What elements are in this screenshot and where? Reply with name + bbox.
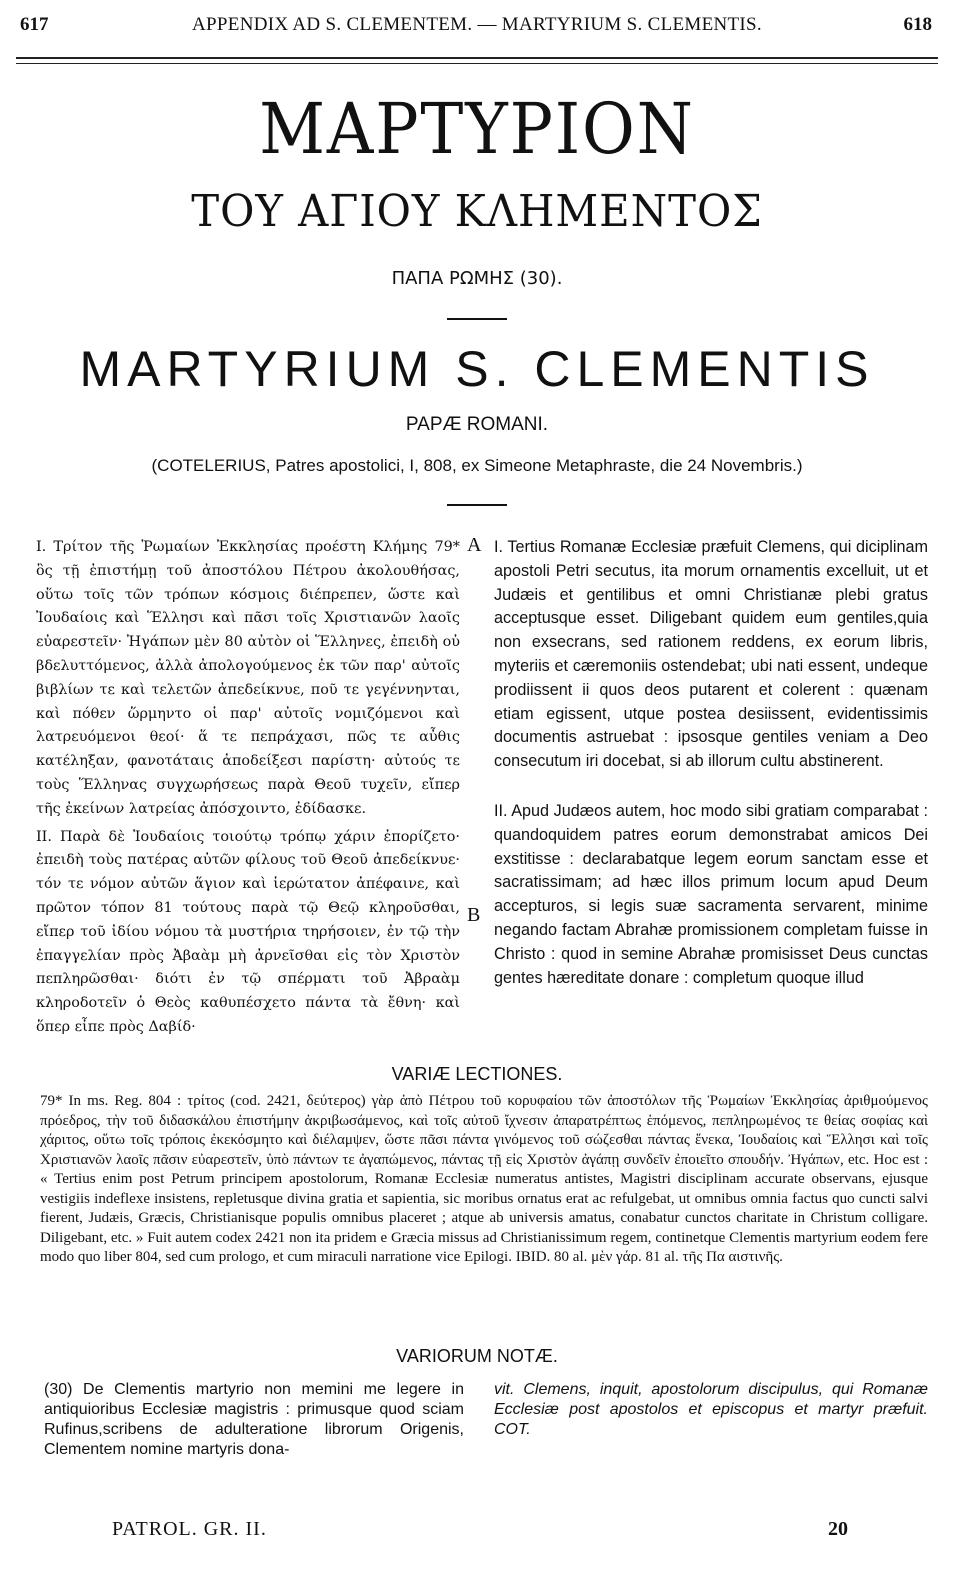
variae-heading: VARIÆ LECTIONES. xyxy=(391,1064,563,1084)
variorum-left-column: (30) De Clementis martyrio non memini me legere in antiquioribus Ecclesiæ magistris : primusque quod sciam Rufinus,scribens de adulteratione librorum Origenis, Clementem nomine martyris dona- xyxy=(44,1381,464,1458)
greek-subtitle: ΤΟΥ ΑΓΙΟΥ ΚΛΗΜΕΝΤΟΣ xyxy=(191,186,763,237)
variae-paragraph: 79* In ms. Reg. 804 : τρίτος (cod. 2421, δεύτερος) γὰρ ἀπὸ Πέτρου τοῦ κορυφαίου τῶν ἀποστόλων τῆς Ῥωμαίων Ἐκκλησίας ἀριθμούμενος πρόεδρος, τὴν τοῦ διδασκάλου ἐπιστήμην ἀκριβωσάμενος, καὶ τοῖς αὐτοῦ ἴχνεσιν ἀπαρατρέπτως ἑπόμενος, πεπληρωμένος τε θείας σοφίας καὶ χάριτος, οὕτω τοῖς τρόποις ἐκεκόσμητο καὶ διέλαμψεν, ὥστε πᾶσι πάντα γινόμενος τοῦ σώζεσθαι πάντας ἕνεκα, Ἰουδαίοις καὶ Ἕλλησι καὶ τοῖς Χριστιανῶν λαοῖς πᾶσιν εὐαρεστεῖν, ὑπὸ πάντων τε ἀγαπώμενος, πάντας τῇ εἰς Χριστὸν ἀγάπῃ συνδεῖν ἐποιεῖτο σπουδήν. Ἠγάπων, etc. Hoc est : « Tertius enim post Petrum principem apostolorum, Romanæ Ecclesiæ numeratus antistes, Magistri disciplinam accurate observans, ejusque vestigiis indeflexe insistens, repletusque divina gratia et sapientia, sic moribus ornatus erat ac refulgebat, ut omnibus omnia factus quo cuncti salvi fierent, Judæis, Græcis, Christianisque populis omnibus placeret ; atque ab universis amatus, conabatur cunctos charitate in Christum colligare. Diligebant, etc. » Fuit autem codex 2421 non ita pridem e Græcia missus ad Christianissimum regem, continetque Clementis martyrium eodem fere modo quo liber 804, sed cum prologo, et cum miraculi narratione vice Epilogi. IBID. 80 al. μὲν γάρ. 81 al. τῆς Πα αιστινῆς. xyxy=(40,1093,928,1265)
margin-marker-a: A xyxy=(467,534,482,556)
latin-subtitle: PAPÆ ROMANI. xyxy=(405,414,549,435)
margin-marker-b: B xyxy=(467,904,481,926)
greek-title: ΜΑΡΤΥΡΙΟΝ xyxy=(259,88,695,170)
latin-paragraph-2: II. Apud Judæos autem, hoc modo sibi gratiam comparabat : quandoquidem patres eorum demonstrabat amicos Dei exstitisse : declarabatque legem eorum sanctam esse et sacratissimam; ad hæc illos primum locum apud Deum accepturos, si legis suæ sacramenta servarent, minime negando factam Abrahæ promissionem completam fuisse in Christo : quod in semine Abrahæ promisisset Deus cunctas gentes hæreditate donare : completum quoque illud xyxy=(494,801,928,987)
greek-paragraph-2: II. Παρὰ δὲ Ἰουδαίοις τοιούτῳ τρόπῳ χάριν ἐπορίζετο· ἐπειδὴ τοὺς πατέρας αὐτῶν φίλους τοῦ Θεοῦ ἀπεδείκνυε· τόν τε νόμον αὐτῶν ἅγιον καὶ ἱερώτατον ἀπέφαινε, καὶ πρῶτον τόπον 81 τούτους παρὰ τῷ Θεῷ κληροῦσθαι, εἴπερ τοῦ ἰδίου νόμου τὰ μυστήρια τηρήσοιεν, ἐν τῷ τὴν ἐπαγγελίαν πρὸς Ἀβαὰμ μὴ ἀρνεῖσθαι εἰς τὸν Χριστὸν πεπληρῶσθαι· διότι ἐν τῷ σπέρματι τοῦ Ἀβραὰμ κληροδοτεῖν ὁ Θεὸς καθυπέσχετο πάντα τὰ ἔθνη· καὶ ὅπερ εἶπε πρὸς Δαβίδ· xyxy=(36,828,460,1035)
latin-paragraph-1: I. Tertius Romanæ Ecclesiæ præfuit Clemens, qui diciplinam apostoli Petri secutus, ita morum ornamentis excelluit, ut et Judæis et gentilibus et omni Christianæ plebi gratus acceptusque esset. Diligebant quidem eum gentiles,quia non exsecrans, sed rationem reddens, ex eorum libris, myteriis et cæremoniis ostendebat; ubi nati essent, undeque prodiissent ii quos deos putarent et colerent : quænam etiam egissent, utque postea desiissent, evidentissimis documentis astruebat : ipsosque gentiles veniam a Deo consecutum iri docebat, si ab illorum cultu abstinerent. xyxy=(494,538,928,771)
variae-text xyxy=(40,1092,928,1268)
variorum-right-column: vit. Clemens, inquit, apostolorum discipulus, qui Romanæ Ecclesiæ post apostolos et episcopus et martyr præfuit. COT. xyxy=(494,1381,928,1438)
header-rule xyxy=(16,57,938,59)
footer-sheet-number: 20 xyxy=(828,1518,848,1540)
greek-column xyxy=(36,536,460,1040)
page-number-left: 617 xyxy=(20,14,49,35)
latin-column xyxy=(494,536,928,990)
footer-series: PATROL. GR. II. xyxy=(112,1518,267,1540)
source-citation: (COTELERIUS, Patres apostolici, I, 808, ex Simeone Metaphraste, die 24 Novembris.) xyxy=(151,456,803,475)
title-divider xyxy=(447,318,507,320)
page-number-right: 618 xyxy=(903,14,932,35)
greek-paragraph-1: I. Τρίτον τῆς Ῥωμαίων Ἐκκλησίας προέστη Κλήμης 79* ὃς τῇ ἐπιστήμῃ τοῦ ἀποστόλου Πέτρου ἀκολουθήσας, οὕτω τοῖς τῶν τρόπων κόσμοις διέπρεπεν, ὥστε καὶ Ἰουδαίοις καὶ Ἕλλησι καὶ πᾶσι τοῖς Χριστιανῶν λαοῖς εὐαρεστεῖν· Ἠγάπων μὲν 80 αὐτὸν οἱ Ἕλληνες, ἐπειδὴ οὐ βδελυττόμενος, ἀλλὰ ἀπολογούμενος ἐκ τῶν παρ' αὐτοῖς βιβλίων τε καὶ τελετῶν ἀπεδείκνυε, ποῦ τε γεγέννηνται, καὶ πόθεν ὥρμηντο οἱ παρ' αὐτοῖς νομιζόμενοι καὶ λατρευόμενοι θεοί· ἅ τε πεπράχασι, πῶς τε αὖθις κατέληξαν, φανοτάταις ἀποδείξεσι παρίστη· αὐτούς τε τοὺς Ἕλληνας συγχωρήσεως παρὰ Θεοῦ τυχεῖν, εἴπερ τῆς ἐκείνων λατρείας ἀπόσχοιντο, ἐδίδασκε. xyxy=(36,539,460,817)
running-title: APPENDIX AD S. CLEMENTEM. — MARTYRIUM S. CLEMENTIS. xyxy=(192,14,762,35)
greek-small-title: ΠΑΠΑ ΡΩΜΗΣ (30). xyxy=(391,268,563,289)
variorum-heading: VARIORUM NOTÆ. xyxy=(396,1346,558,1366)
header-rule-thin xyxy=(16,63,938,64)
latin-title: MARTYRIUM S. CLEMENTIS xyxy=(79,341,875,397)
section-divider xyxy=(447,504,507,506)
